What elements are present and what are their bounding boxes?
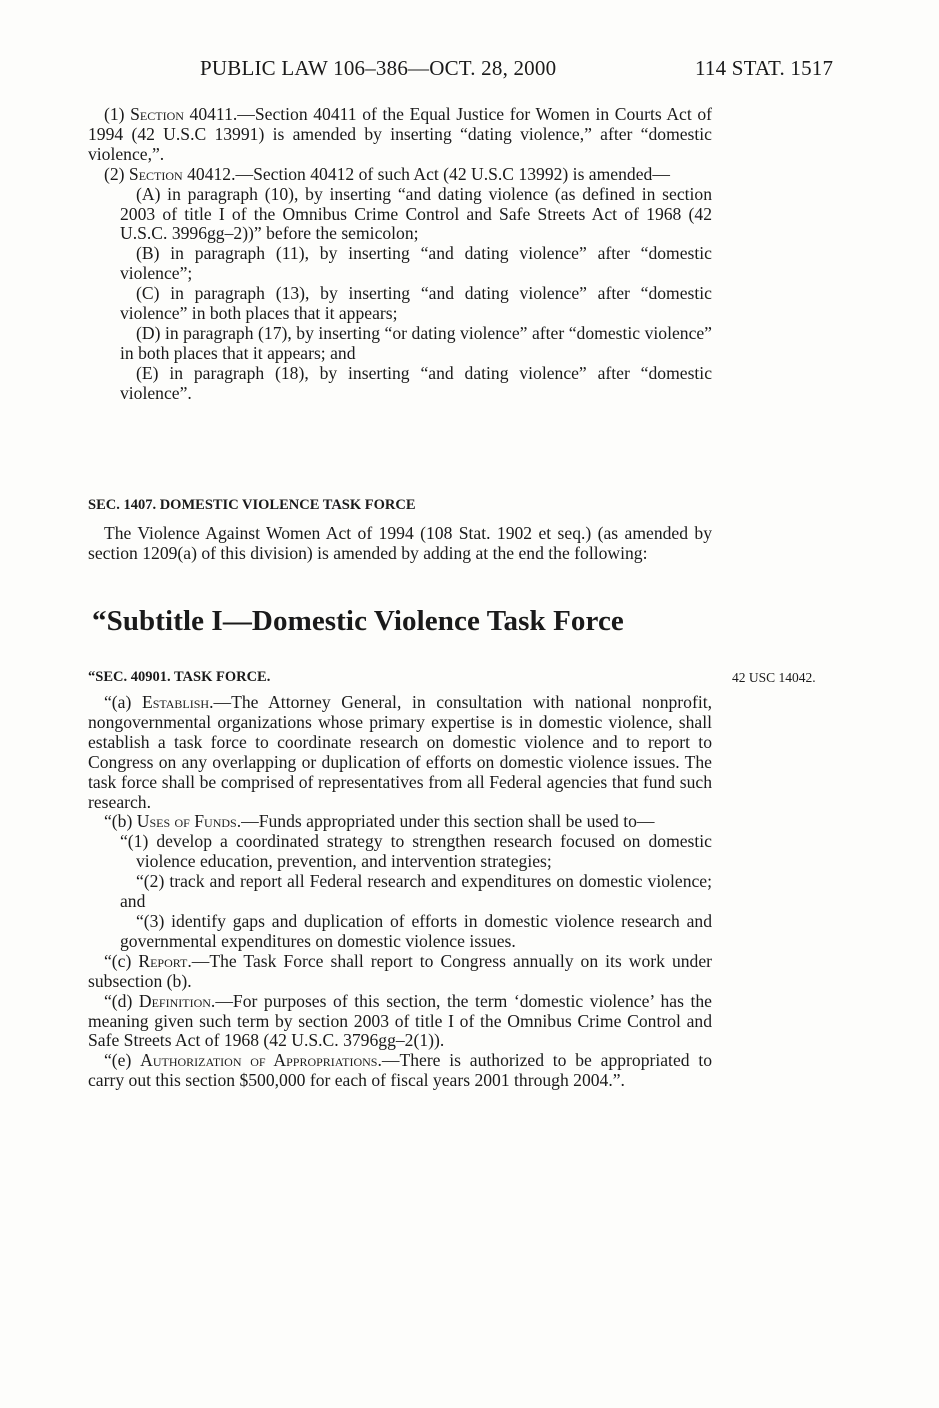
section-1407-heading: SEC. 1407. DOMESTIC VIOLENCE TASK FORCE: [88, 497, 416, 513]
para-section-40411: (1) Section 40411.—Section 40411 of the Equal Justice for Women in Courts Act of 1994 (42 U.S.C 13991) is amended by inserting “dating violence,” after “domestic violence,”.: [88, 104, 712, 164]
subpara-a: (A) in paragraph (10), by inserting “and dating violence (as defined in section 2003 of title I of the Omnibus Crime Control and Safe Streets Act of 1968 (42 U.S.C. 3996gg–2))” before the semicolon;: [120, 183, 712, 244]
subtitle-heading: “Subtitle I—Domestic Violence Task Force: [92, 605, 624, 637]
paragraph-b3: “(3) identify gaps and duplication of efforts in domestic violence research and governmental expenditures on domestic violence issues.: [120, 910, 712, 951]
amendments-block: [88, 105, 712, 404]
paragraph-b2: “(2) track and report all Federal research and expenditures on domestic violence; and: [120, 871, 712, 912]
subsection-b-uses-of-funds: “(b) Uses of Funds.—Funds appropriated under this section shall be used to—: [104, 811, 655, 832]
subpara-e: (E) in paragraph (18), by inserting “and dating violence” after “domestic violence”.: [120, 362, 712, 403]
subpara-c: (C) in paragraph (13), by inserting “and dating violence” after “domestic violence” in both places that it appears;: [120, 283, 712, 324]
margin-citation: 42 USC 14042.: [732, 670, 816, 685]
para-section-40412: (2) Section 40412.—Section 40412 of such Act (42 U.S.C 13992) is amended—: [104, 163, 670, 184]
subsection-a-establish: “(a) Establish.—The Attorney General, in consultation with national nonprofit, nongovernmental organizations whose primary expertise is in domestic violence, shall establish a task force to coordinate research on domestic violence and to report to Congress on any overlapping or duplication of efforts on domestic violence issues. The task force shall be comprised of representatives from all Federal agencies that fund such research.: [88, 692, 712, 812]
section-1407-body: [88, 524, 712, 564]
section-1407-text: The Violence Against Women Act of 1994 (108 Stat. 1902 et seq.) (as amended by section 1209(a) of this division) is amended by adding at the end the following:: [88, 523, 712, 563]
subsection-c-report: “(c) Report.—The Task Force shall report to Congress annually on its work under subsection (b).: [88, 950, 713, 991]
running-header-left: PUBLIC LAW 106–386—OCT. 28, 2000: [200, 56, 557, 80]
subsection-e-authorization: “(e) Authorization of Appropriations.—There is authorized to be appropriated to carry out this section $500,000 for each of fiscal years 2001 through 2004.”.: [88, 1050, 713, 1091]
subsection-d-definition: “(d) Definition.—For purposes of this section, the term ‘domestic violence’ has the meaning given such term by section 2003 of title I of the Omnibus Crime Control and Safe Streets Act of 1968 (42 U.S.C. 3796gg–2(1)).: [88, 990, 712, 1051]
paragraph-b1: “(1) develop a coordinated strategy to strengthen research focused on domestic violence education, prevention, and intervention strategies;: [120, 831, 712, 872]
section-40901-heading: “SEC. 40901. TASK FORCE.: [88, 669, 271, 685]
running-header-page-number: 114 STAT. 1517: [695, 56, 834, 80]
section-40901-body: [88, 693, 712, 1091]
subpara-d: (D) in paragraph (17), by inserting “or dating violence” after “domestic violence” in both places that it appears; and: [120, 322, 712, 363]
subpara-b: (B) in paragraph (11), by inserting “and dating violence” after “domestic violence”;: [120, 243, 712, 284]
